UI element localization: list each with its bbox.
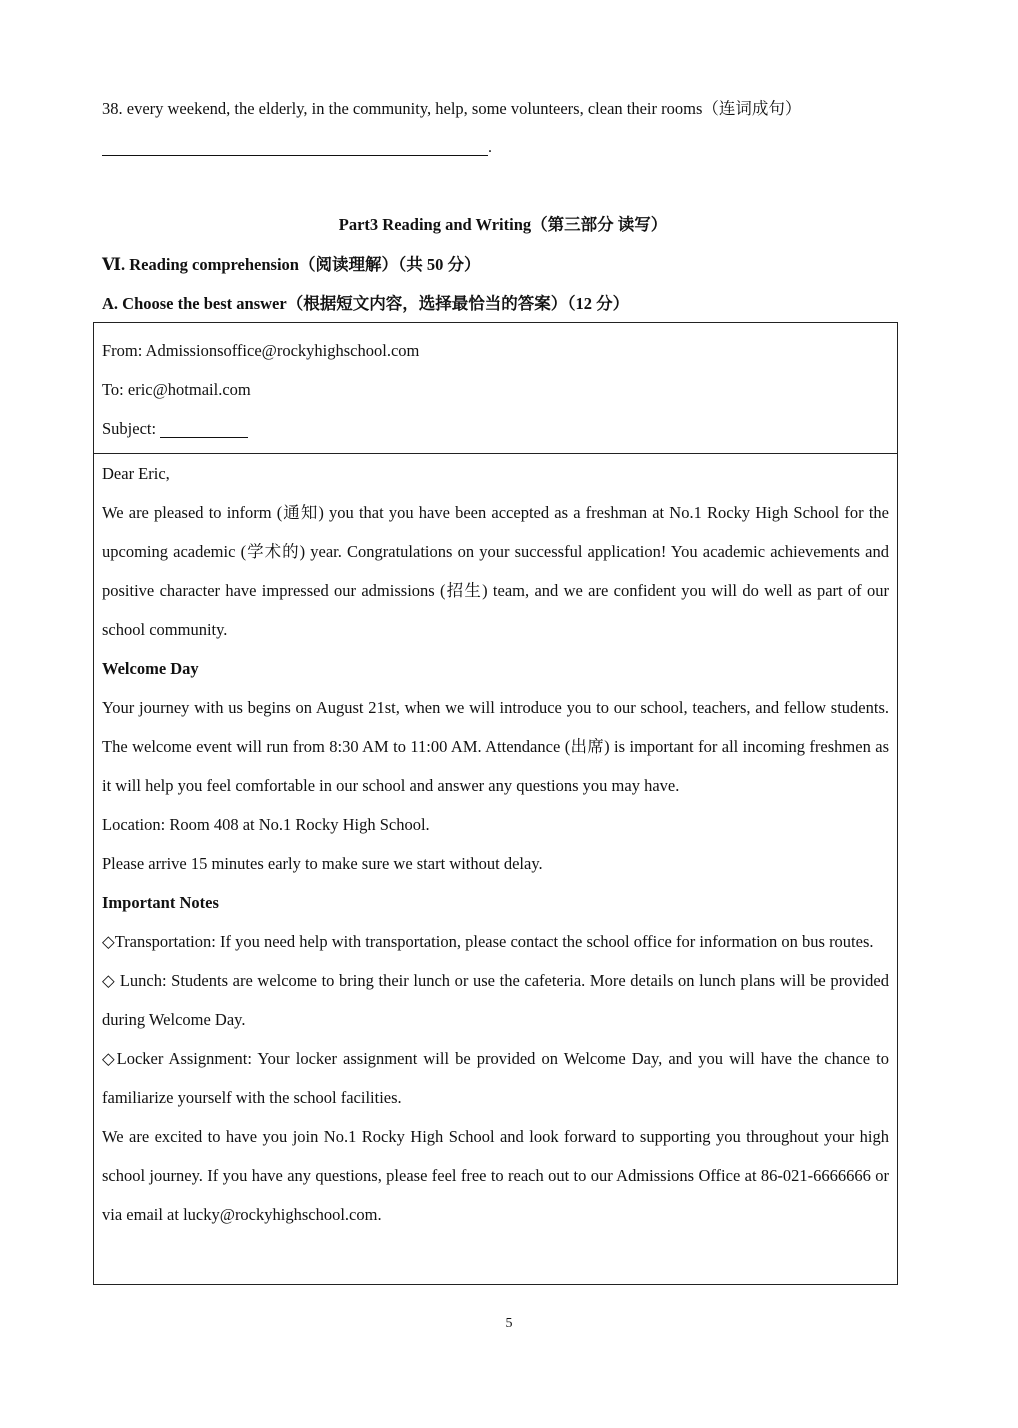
email-subject — [102, 418, 248, 440]
letter-paragraph-1: We are pleased to inform (通知) you that you have been accepted as a freshman at No.1 Rocky High School for the upcoming academic (学术的) year. Congratulations on your successful application! You academic achievements and positive character have impressed our admissions (招生) team, and we are confident you will do well as part of our school community. — [102, 503, 889, 639]
question-38: 38. every weekend, the elderly, in the community, help, some volunteers, clean their rooms（连词成句） — [102, 99, 802, 118]
email-subject-label: Subject: — [102, 419, 157, 438]
part-title: Part3 Reading and Writing（第三部分 读写） — [338, 215, 668, 234]
important-notes-heading: Important Notes — [102, 893, 219, 912]
subject-blank[interactable] — [160, 423, 248, 438]
note-transportation: ◇Transportation: If you need help with transportation, please contact the school office for information on bus routes. — [102, 932, 874, 951]
email-letter-box — [93, 322, 898, 1285]
letter-location: Location: Room 408 at No.1 Rocky High School. — [102, 815, 430, 834]
note-locker: ◇Locker Assignment: Your locker assignment will be provided on Welcome Day, and you will have the chance to familiarize yourself with the school facilities. — [102, 1049, 889, 1107]
email-from: From: Admissionsoffice@rockyhighschool.com — [102, 341, 420, 360]
answer-period: . — [488, 139, 492, 156]
email-header — [94, 323, 897, 454]
section-title: Ⅵ. Reading comprehension（阅读理解）（共 50 分） — [102, 255, 481, 274]
page-number: 5 — [505, 1316, 513, 1331]
answer-blank-line[interactable] — [102, 155, 488, 156]
welcome-day-heading: Welcome Day — [102, 659, 199, 678]
letter-paragraph-2: Your journey with us begins on August 21st, when we will introduce you to our school, teachers, and fellow students. The welcome event will run from 8:30 AM to 11:00 AM. Attendance (出席) is important for all incoming freshmen as it will help you feel comfortable in our school and answer any questions you may have. — [102, 698, 889, 795]
letter-arrive: Please arrive 15 minutes early to make sure we start without delay. — [102, 854, 543, 873]
note-lunch: ◇ Lunch: Students are welcome to bring their lunch or use the cafeteria. More details on lunch plans will be provided during Welcome Day. — [102, 971, 889, 1029]
letter-closing: We are excited to have you join No.1 Rocky High School and look forward to supporting you throughout your high school journey. If you have any questions, please feel free to reach out to our Admissions Office at 86-021-6666666 or via email at lucky@rockyhighschool.com. — [102, 1127, 889, 1224]
email-to: To: eric@hotmail.com — [102, 380, 251, 399]
email-body — [102, 454, 889, 1234]
sub-title: A. Choose the best answer（根据短文内容，选择最恰当的答案）（12 分） — [102, 294, 630, 313]
letter-greeting: Dear Eric, — [102, 464, 170, 483]
